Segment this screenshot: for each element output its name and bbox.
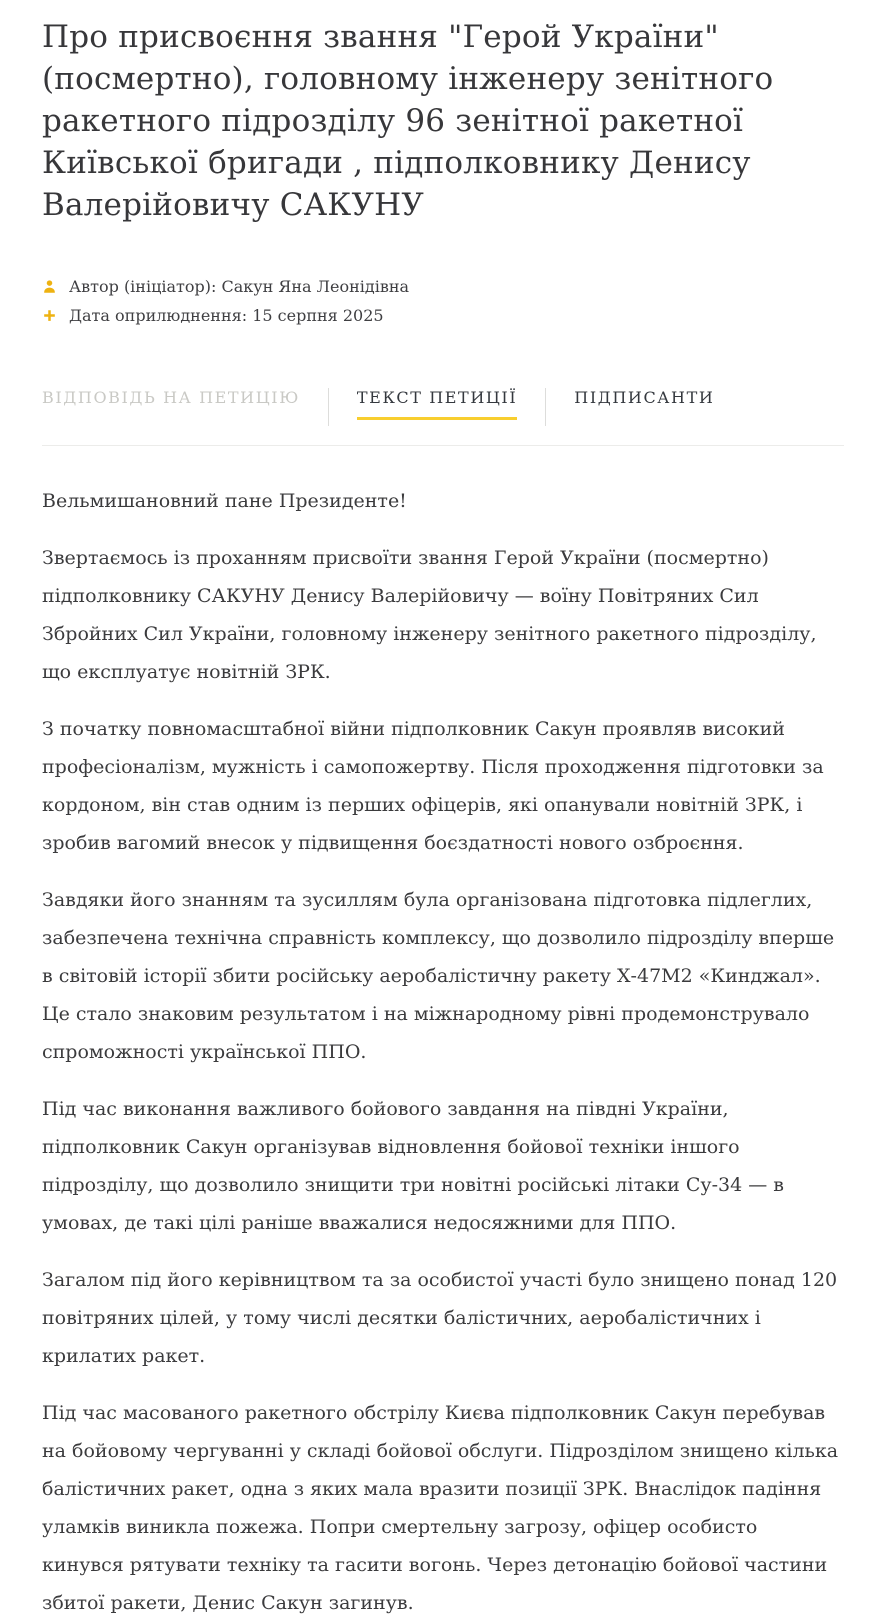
body-paragraph: Загалом під його керівництвом та за особистої участі було знищено понад 120 повітряних цілей, у тому числі десятки балістичних, аеробалістичних і крилатих ракет. xyxy=(42,1269,838,1367)
body-paragraph: Під час виконання важливого бойового завдання на півдні України, підполковник Сакун організував відновлення бойової техніки іншого підрозділу, що дозволило знищити три новітні російські літаки Су-34 — в умовах, де такі цілі раніше вважалися недосяжними для ППО. xyxy=(42,1098,784,1234)
tabs-bottom-divider xyxy=(42,445,844,446)
salutation: Вельмишановний пане Президенте! xyxy=(42,490,407,512)
body-paragraph: Завдяки його знанням та зусиллям була організована підготовка підлеглих, забезпечена технічна справність комплексу, що дозволило підрозділу вперше в світовій історії збити російську аеробалістичну ракету Х-47М2 «Кинджал». Це стало знаковим результатом і на міжнародному рівні продемонструвало спроможності української ППО. xyxy=(42,889,835,1063)
petition-tabs xyxy=(42,388,844,426)
author-person-icon xyxy=(42,279,57,294)
plus-icon xyxy=(42,308,57,323)
body-paragraph: Звертаємось із проханням присвоїти звання Герой України (посмертно) підполковнику САКУНУ Денису Валерійовичу — воїну Повітряних Сил Збройних Сил України, головному інженеру зенітного ракетного підрозділу, що експлуатує новітній ЗРК. xyxy=(42,547,817,683)
author-label: Автор (ініціатор): Сакун Яна Леонідівна xyxy=(69,277,410,296)
tab-petition-answer[interactable]: ВІДПОВІДЬ НА ПЕТИЦІЮ xyxy=(42,388,300,407)
petition-body-text xyxy=(42,482,844,1622)
tab-petition-text[interactable]: ТЕКСТ ПЕТИЦІЇ xyxy=(357,388,517,420)
tab-divider xyxy=(328,388,329,426)
tab-signatories[interactable]: ПІДПИСАНТИ xyxy=(574,388,715,407)
published-date-label: Дата оприлюднення: 15 серпня 2025 xyxy=(69,306,384,325)
tab-divider xyxy=(545,388,546,426)
published-row xyxy=(42,301,844,330)
body-paragraph: Під час масованого ракетного обстрілу Києва підполковник Сакун перебував на бойовому чергуванні у складі бойової обслуги. Підрозділом знищено кілька балістичних ракет, одна з яких мала вразити позиції ЗРК. Внаслідок падіння уламків виникла пожежа. Попри смертельну загрозу, офіцер особисто кинувся рятувати техніку та гасити вогонь. Через детонацію бойової частини збитої ракети, Денис Сакун загинув. xyxy=(42,1402,839,1614)
petition-meta xyxy=(42,272,844,330)
body-paragraph: З початку повномасштабної війни підполковник Сакун проявляв високий професіоналізм, мужність і самопожертву. Після проходження підготовки за кордоном, він став одним із перших офіцерів, які опанували новітній ЗРК, і зробив вагомий внесок у підвищення боєздатності нового озброєння. xyxy=(42,718,824,854)
petition-page xyxy=(0,16,886,1622)
author-row xyxy=(42,272,844,301)
page-title: Про присвоєння звання "Герой України" (посмертно), головному інженеру зенітного ракетного підрозділу 96 зенітної ракетної Київської бригади , підполковнику Денису Валерійовичу САКУНУ xyxy=(42,19,774,223)
